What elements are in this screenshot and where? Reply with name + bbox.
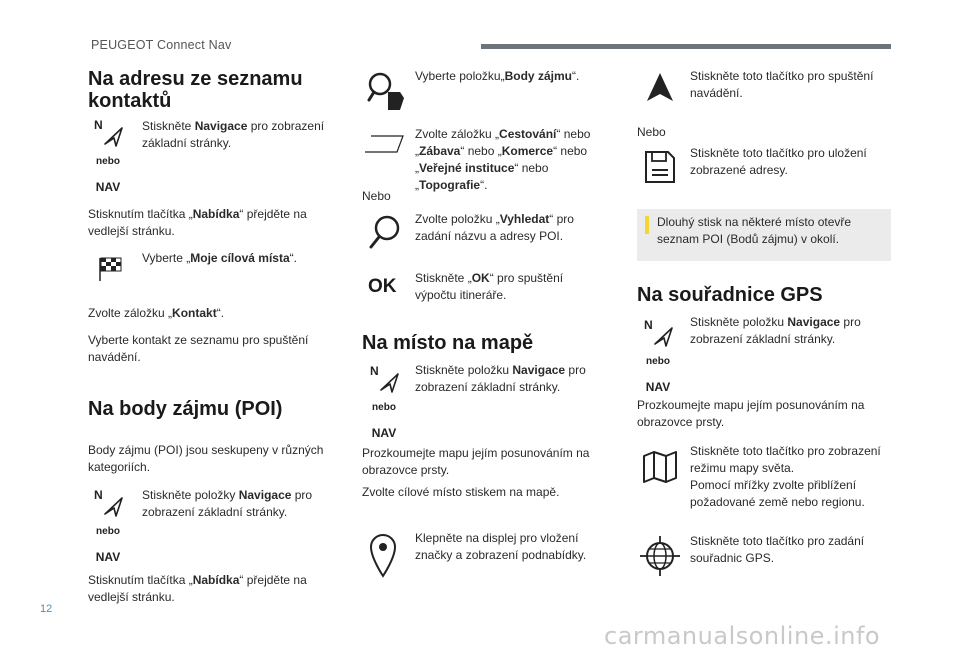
navigation-icon: N nebo NAV: [94, 488, 121, 564]
heading-contacts: Na adresu ze seznamu kontaktů: [88, 68, 303, 112]
step-press-navigation-3: Stiskněte položku Navigace pro zobrazení základní stránky.: [415, 363, 586, 394]
poi-search-icon: [366, 70, 406, 117]
navigation-icon: N nebo NAV: [644, 318, 671, 394]
page-number: 12: [40, 603, 53, 615]
step-tap-display: Klepněte na displej pro vložení značky a zobrazení podnabídky.: [415, 531, 587, 562]
step-start-navigation: Stiskněte toto tlačítko pro spuštění navádění.: [690, 69, 874, 100]
para-menu-button-2: Stisknutím tlačítka „Nabídka“ přejděte na vedlejší stránku.: [88, 573, 307, 604]
tab-icon: [365, 134, 405, 159]
header-accent-bar: [481, 44, 891, 49]
para-contact-tab: Zvolte záložku „Kontakt“.: [88, 306, 225, 320]
para-poi-categories: Body zájmu (POI) jsou seskupeny v různých kategoriích.: [88, 443, 324, 474]
para-explore-map-2: Prozkoumejte mapu jejím posunováním na obrazovce prsty.: [637, 398, 865, 429]
heading-poi: Na body zájmu (POI): [88, 398, 283, 420]
heading-gps: Na souřadnice GPS: [637, 284, 823, 306]
or-label: Nebo: [637, 125, 666, 139]
map-pin-icon: [368, 532, 398, 583]
info-note-text: Dlouhý stisk na některé místo otevře seznam POI (Bodů zájmu) v okolí.: [657, 215, 852, 246]
step-world-map: Stiskněte toto tlačítko pro zobrazení režimu mapy světa. Pomocí mřížky zvolte přiblížení požadované země nebo regionu.: [690, 444, 881, 509]
navigation-icon: N nebo NAV: [94, 118, 121, 194]
para-explore-map: Prozkoumejte mapu jejím posunováním na obrazovce prsty.: [362, 446, 590, 477]
step-gps-coordinates: Stiskněte toto tlačítko pro zadání souřadnic GPS.: [690, 534, 865, 565]
step-select-category-tab: Zvolte záložku „Cestování“ nebo „Zábava“ nebo „Komerce“ nebo „Veřejné instituce“ nebo „Topografie“.: [415, 127, 591, 192]
header-title: PEUGEOT Connect Nav: [91, 38, 232, 52]
para-menu-button: Stisknutím tlačítka „Nabídka“ přejděte na vedlejší stránku.: [88, 207, 307, 238]
world-map-icon: [642, 448, 678, 489]
or-label: Nebo: [362, 189, 391, 203]
step-select-destinations: Vyberte „Moje cílová místa“.: [142, 251, 297, 265]
step-select-poi: Vyberte položku„Body zájmu“.: [415, 69, 580, 83]
info-note-marker: [645, 216, 649, 234]
step-press-navigation-2: Stiskněte položky Navigace pro zobrazení základní stránky.: [142, 488, 313, 519]
info-note: [637, 209, 891, 261]
save-icon: [644, 150, 676, 189]
heading-map-location: Na místo na mapě: [362, 332, 534, 354]
navigation-icon: N nebo NAV: [370, 364, 397, 440]
watermark: carmanualsonline.info: [604, 622, 881, 650]
para-select-contact: Vyberte kontakt ze seznamu pro spuštění navádění.: [88, 333, 309, 364]
checkered-flag-icon: [98, 256, 124, 287]
start-navigation-icon: [646, 72, 674, 107]
para-select-destination: Zvolte cílové místo stiskem na mapě.: [362, 485, 560, 499]
step-search: Zvolte položku „Vyhledat“ pro zadání názvu a adresy POI.: [415, 212, 574, 243]
step-save-address: Stiskněte toto tlačítko pro uložení zobrazené adresy.: [690, 146, 867, 177]
search-icon: [368, 214, 402, 255]
step-press-navigation: Stiskněte Navigace pro zobrazení základní stránky.: [142, 119, 325, 150]
step-press-ok: Stiskněte „OK“ pro spuštění výpočtu itineráře.: [415, 271, 564, 302]
gps-globe-icon: [640, 536, 680, 581]
step-press-navigation-4: Stiskněte položku Navigace pro zobrazení základní stránky.: [690, 315, 861, 346]
ok-icon: OK: [368, 276, 397, 297]
